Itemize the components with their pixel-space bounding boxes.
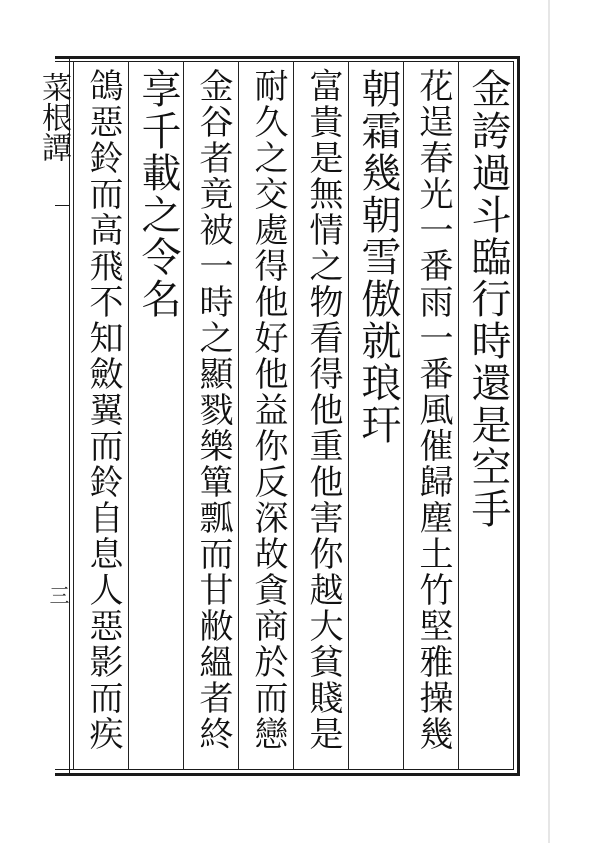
text-column-6: 金谷者竟被一時之顯戮樂簞瓢而甘敝縕者終	[193, 68, 233, 752]
column-rule	[73, 61, 74, 770]
page-edge	[548, 0, 550, 843]
text-column-7: 享千載之令名	[135, 68, 181, 320]
text-column-5: 耐久之交處得他好他益你反深故貪商於而戀	[248, 68, 288, 752]
text-column-4: 富貴是無情之物看得他重他害你越大貧賤是	[303, 68, 343, 752]
text-column-1: 金誇過斗臨行時還是空手	[465, 68, 511, 530]
text-column-3: 朝霜幾朝雪傲就琅玕	[355, 68, 401, 446]
spine-page-number: 三	[46, 585, 70, 605]
text-column-8: 鴿惡鈴而高飛不知斂翼而鈴自息人惡影而疾	[83, 68, 123, 752]
text-column-2: 花逞春光一番雨一番風催歸塵土竹堅雅操幾	[413, 68, 453, 752]
spine-title: 菜根譚	[36, 72, 71, 162]
spine-divider	[55, 205, 70, 206]
